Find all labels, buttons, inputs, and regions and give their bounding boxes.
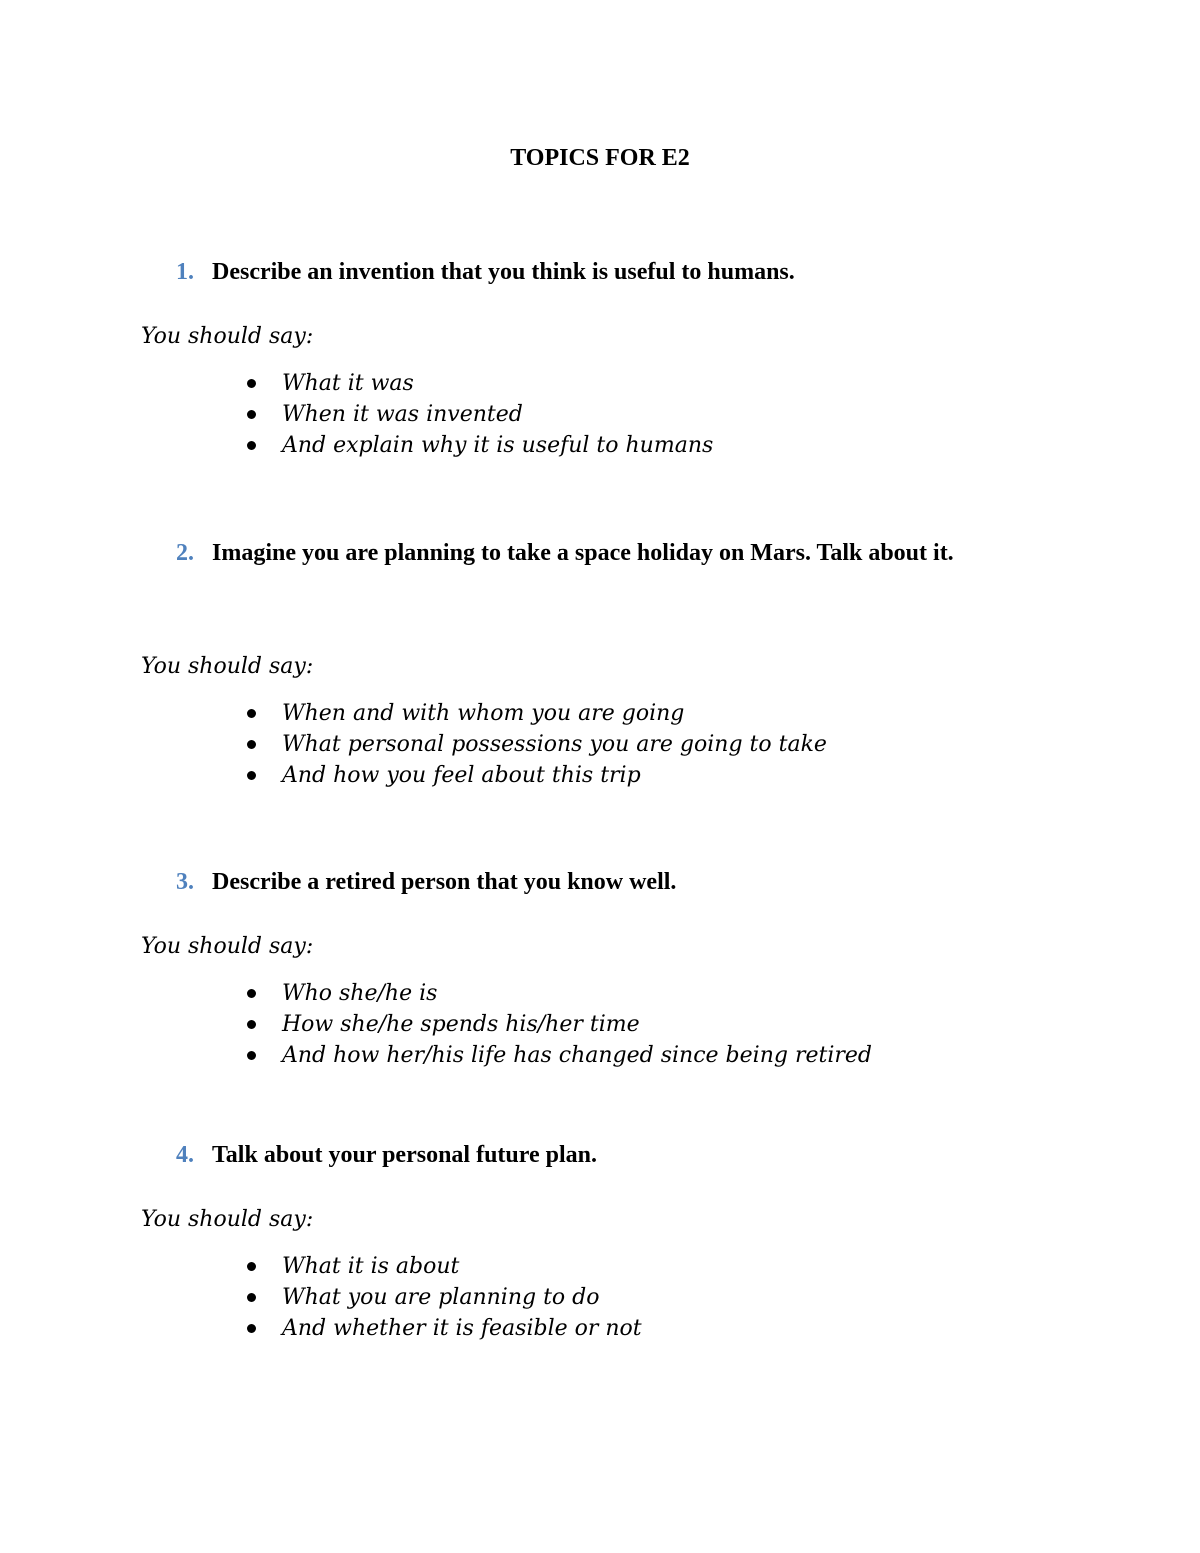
bullet-icon: [247, 709, 256, 718]
list-item: [242, 430, 713, 461]
list-item: [242, 1040, 872, 1071]
list-item-text: Who she/he is: [282, 981, 438, 1006]
topic-heading-text: Imagine you are planning to take a space holiday on Mars. Talk about it.: [212, 540, 954, 566]
topic-heading-text: Talk about your personal future plan.: [212, 1142, 597, 1168]
list-item-text: And whether it is feasible or not: [282, 1316, 642, 1341]
list-item: [242, 698, 827, 729]
list-item: [242, 1282, 642, 1313]
point-list: [242, 1251, 642, 1344]
bullet-icon: [247, 1293, 256, 1302]
bullet-icon: [247, 441, 256, 450]
bullet-icon: [247, 1020, 256, 1029]
bullet-icon: [247, 740, 256, 749]
list-item-text: What you are planning to do: [282, 1285, 600, 1310]
topic-number: 3.: [176, 869, 194, 895]
document-title: TOPICS FOR E2: [510, 145, 690, 171]
list-item-text: And explain why it is useful to humans: [282, 433, 714, 458]
bullet-icon: [247, 379, 256, 388]
topic-number: 4.: [176, 1142, 194, 1168]
list-item: [242, 729, 827, 760]
topic-heading: [176, 248, 1046, 297]
list-item: [242, 1009, 872, 1040]
prompt-text: You should say:: [141, 654, 314, 679]
list-item-text: When and with whom you are going: [282, 701, 685, 726]
prompt-text: You should say:: [141, 1207, 314, 1232]
bullet-icon: [247, 410, 256, 419]
bullet-icon: [247, 1262, 256, 1271]
bullet-icon: [247, 1051, 256, 1060]
list-item: [242, 760, 827, 791]
topic-number: 1.: [176, 259, 194, 285]
list-item-text: How she/he spends his/her time: [282, 1012, 640, 1037]
topic-number: 2.: [176, 540, 194, 566]
prompt-text: You should say:: [141, 324, 314, 349]
point-list: [242, 698, 827, 791]
list-item: [242, 399, 713, 430]
list-item: [242, 1313, 642, 1344]
bullet-icon: [247, 989, 256, 998]
list-item-text: What it was: [282, 371, 414, 396]
topic-heading: [176, 529, 1046, 578]
prompt-text: You should say:: [141, 934, 314, 959]
topic-heading: [176, 1131, 1046, 1180]
list-item-text: When it was invented: [282, 402, 523, 427]
topic-heading: [176, 858, 1046, 907]
topic-heading-text: Describe a retired person that you know well.: [212, 869, 677, 895]
point-list: [242, 978, 872, 1071]
list-item: [242, 978, 872, 1009]
topic-heading-text: Describe an invention that you think is useful to humans.: [212, 259, 795, 285]
bullet-icon: [247, 771, 256, 780]
point-list: [242, 368, 713, 461]
list-item-text: And how her/his life has changed since being retired: [282, 1043, 872, 1068]
list-item-text: And how you feel about this trip: [282, 763, 641, 788]
list-item-text: What personal possessions you are going to take: [282, 732, 827, 757]
list-item-text: What it is about: [282, 1254, 460, 1279]
list-item: [242, 368, 713, 399]
bullet-icon: [247, 1324, 256, 1333]
list-item: [242, 1251, 642, 1282]
